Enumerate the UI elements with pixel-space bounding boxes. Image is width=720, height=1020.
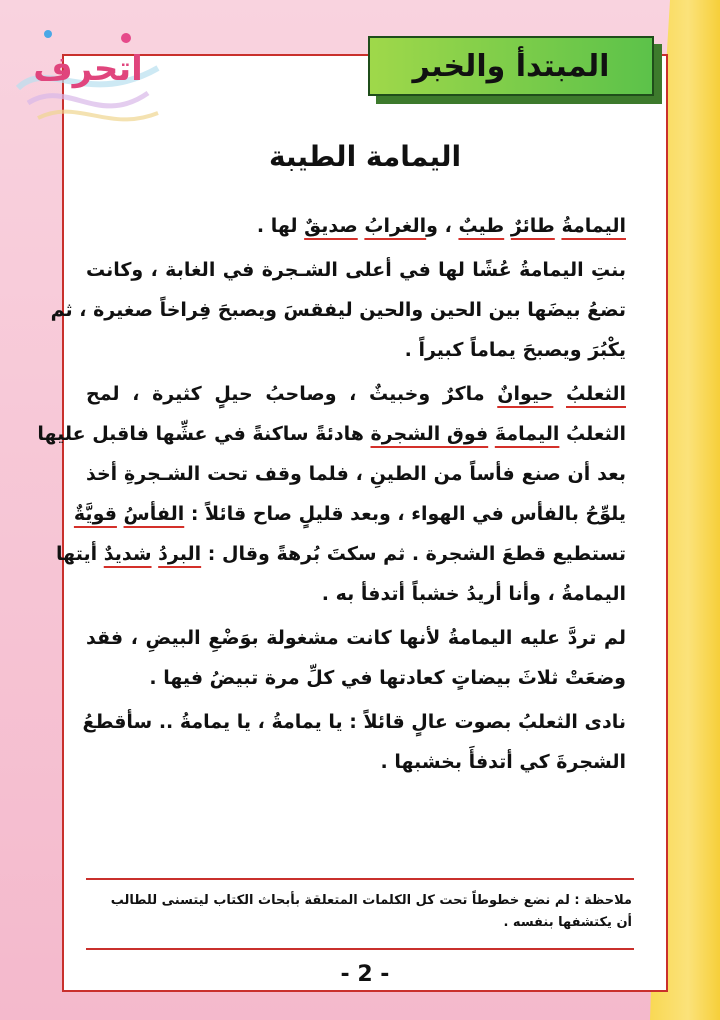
story-line: [56, 534, 626, 574]
story-line: [86, 330, 626, 370]
story-line: [86, 742, 626, 782]
page-number: - 2 -: [340, 962, 390, 987]
text-segment: بعد أن صنع فأساً من الطينِ ، فلما وقف تحت الشـجرةِ أخذ: [86, 463, 626, 485]
footnote-line-2: أن يكتشفها بنفسه .: [503, 915, 632, 930]
underlined-word: صديقٌ: [304, 215, 358, 237]
story-line: [37, 414, 626, 454]
text-segment: هادئةً ساكنةً في عشِّها فاقبل عليها: [37, 423, 371, 445]
underlined-word: حيوانٌ: [497, 383, 554, 405]
text-segment: لها .: [256, 215, 305, 237]
story-line: [86, 658, 626, 698]
story-line: [73, 494, 626, 534]
story-paragraph: [50, 250, 626, 370]
footnote-line-1: ملاحظة : لم نضع خطوطاً تحت كل الكلمات المتعلقة بأبحاث الكتاب ليتسنى للطالب: [110, 893, 632, 908]
story-body: [37, 206, 626, 786]
footnote: [88, 890, 632, 934]
underlined-word: قويَّةٌ: [73, 503, 117, 525]
text-segment: [553, 383, 566, 405]
story-line: [86, 454, 626, 494]
story-line: [86, 374, 626, 414]
underlined-word: طائرٌ: [510, 215, 555, 237]
story-paragraph: [86, 618, 626, 698]
footer-divider: [86, 948, 634, 950]
text-segment: أيتها: [56, 543, 104, 565]
text-segment: ماكرٌ وخبيثٌ ، وصاحبُ حيلٍ كثيرة ، لمح: [86, 383, 498, 405]
lesson-title-tab: [368, 36, 668, 110]
story-line: [86, 618, 626, 658]
text-segment: تستطيع قطعَ الشجرة . ثم سكتَ بُرهةً وقال :: [201, 543, 626, 565]
story-paragraph: [37, 374, 626, 614]
text-segment: [504, 215, 511, 237]
text-segment: لم تردَّ عليه اليمامةُ لأنها كانت مشغولة بوَضْعِ البيضِ ، فقد: [86, 627, 626, 649]
lesson-title-box: [368, 36, 654, 96]
text-segment: اليمامةُ ، وأنا أريدُ خشباً أتدفأ به .: [321, 583, 626, 605]
text-segment: تضعُ بيضَها بين الحين والحين ليفقسَ ويصبحَ فِراخاً صغيرة ، ثم: [50, 299, 626, 321]
underlined-word: طيبٌ: [458, 215, 505, 237]
text-segment: الشجرةَ كي أتدفأَ بخشبها .: [380, 751, 626, 773]
logo-icon: [8, 18, 168, 138]
story-line: [86, 250, 626, 290]
text-segment: ، و: [426, 215, 459, 237]
underlined-word: الفأسُ: [123, 503, 185, 525]
text-segment: يكْبُرَ ويصبحَ يماماً كبيراً .: [404, 339, 626, 361]
underlined-word: فوق الشجرة: [370, 423, 489, 445]
text-segment: نادى الثعلبُ بصوت عالٍ قائلاً : يا يمامةُ ، يا يمامةُ .. سأقطعُ: [82, 711, 626, 733]
text-segment: [117, 503, 124, 525]
text-segment: [488, 423, 495, 445]
text-segment: الثعلبُ: [559, 423, 626, 445]
underlined-word: اليمامةَ: [494, 423, 560, 445]
note-divider: [86, 878, 634, 880]
underlined-word: الثعلبُ: [566, 383, 626, 405]
text-segment: بنتِ اليمامةُ عُشًا لها في أعلى الشـجرة في الغابة ، وكانت: [86, 259, 626, 281]
story-line: [86, 574, 626, 614]
text-segment: وضعَتْ ثلاثَ بيضاتٍ كعادتها في كلِّ مرة تبيضُ فيها .: [149, 667, 626, 689]
story-line: [86, 206, 626, 246]
underlined-word: الغرابُ: [364, 215, 427, 237]
story-paragraph: [82, 702, 626, 782]
story-line: [50, 290, 626, 330]
underlined-word: شديدٌ: [103, 543, 152, 565]
story-line: [82, 702, 626, 742]
story-paragraph: [86, 206, 626, 246]
lesson-title: المبتدأ والخبر: [412, 48, 610, 84]
text-segment: يلوِّحُ بالفأس في الهواء ، وبعد قليلٍ صاح قائلاً :: [184, 503, 626, 525]
underlined-word: اليمامةُ: [561, 215, 626, 237]
svg-text:اتحرف: اتحرف: [33, 49, 143, 89]
underlined-word: البردُ: [158, 543, 202, 565]
story-heading: اليمامة الطيبة: [268, 140, 462, 173]
